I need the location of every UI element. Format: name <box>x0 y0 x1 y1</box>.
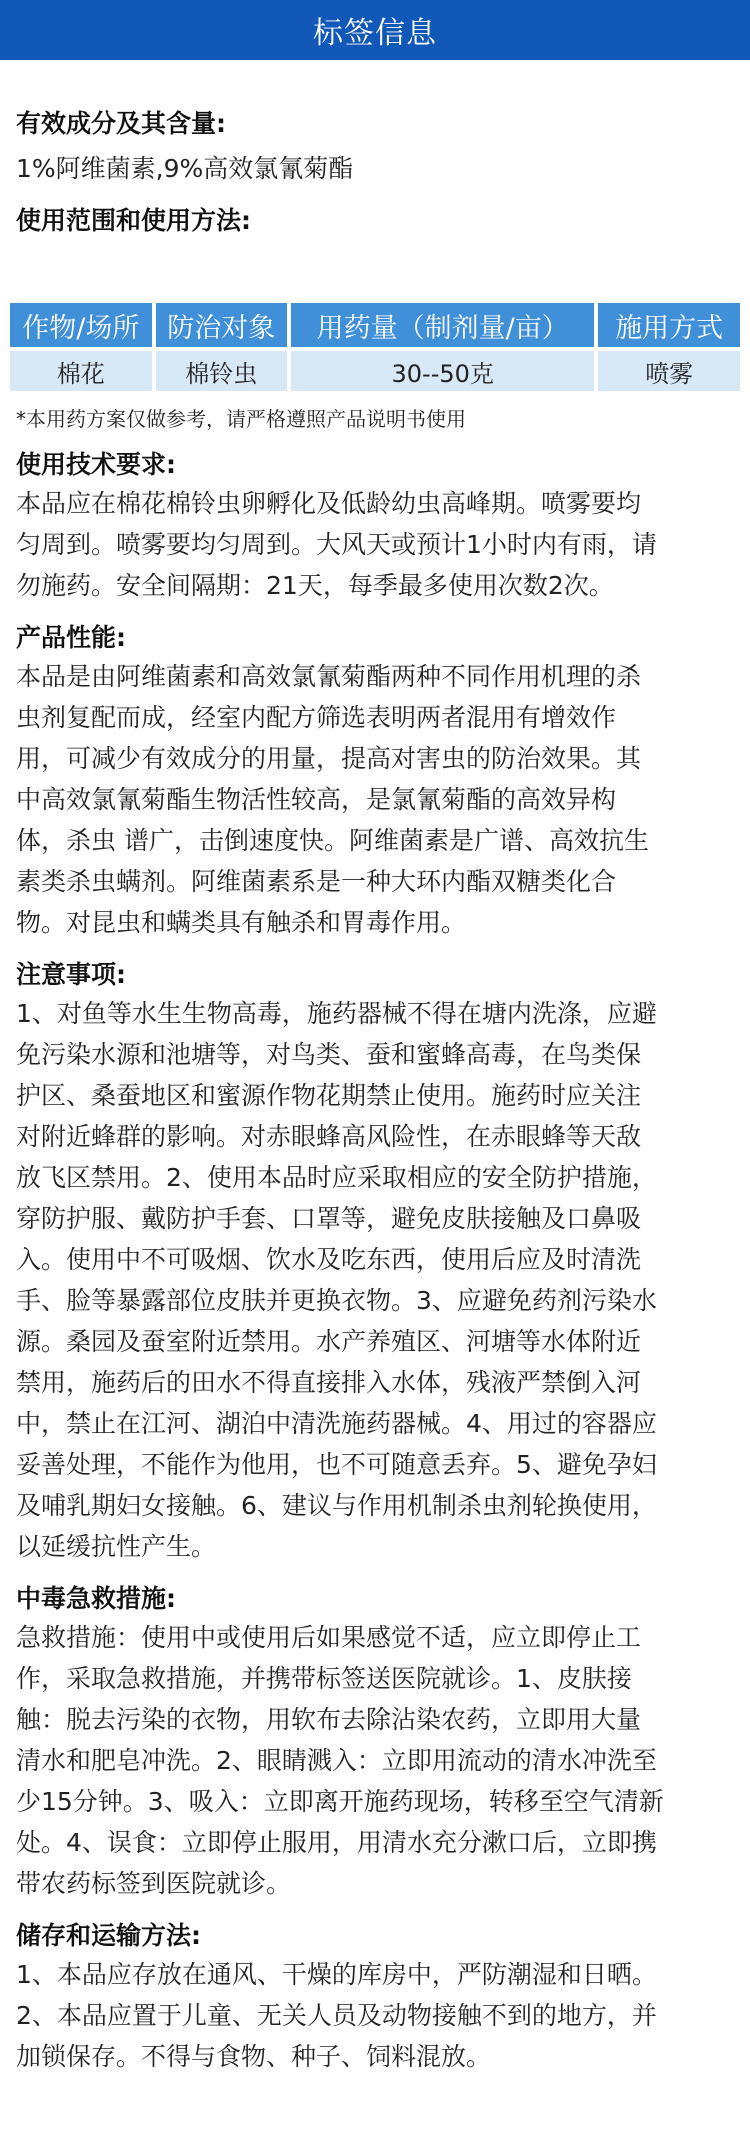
firstaid-line: 触：脱去污染的衣物，用软布去除沾染农药，立即用大量 <box>16 1705 642 1734</box>
performance-line: 素类杀虫螨剂。阿维菌素系是一种大环内酯双糖类化合 <box>16 867 617 896</box>
precautions-line: 源。桑园及蚕室附近禁用。水产养殖区、河塘等水体附近 <box>16 1327 642 1356</box>
precautions-title: 注意事项: <box>16 960 126 989</box>
table-header-target: 防治对象 <box>156 303 287 347</box>
precautions-line: 1、对鱼等水生生物高毒，施药器械不得在塘内洗涤，应避 <box>16 999 657 1028</box>
precautions-line: 护区、桑蚕地区和蜜源作物花期禁止使用。施药时应关注 <box>16 1081 642 1110</box>
tech-title: 使用技术要求: <box>16 450 176 479</box>
performance-line: 虫剂复配而成，经室内配方筛选表明两者混用有增效作 <box>16 703 617 732</box>
performance-line: 体，杀虫 谱广，击倒速度快。阿维菌素是广谱、高效抗生 <box>16 826 649 855</box>
performance-line: 中高效氯氰菊酯生物活性较高，是氯氰菊酯的高效异构 <box>16 785 617 814</box>
usage-title: 使用范围和使用方法: <box>16 206 251 235</box>
table-cell-dosage: 30--50克 <box>291 351 594 391</box>
firstaid-section <box>16 1581 734 1904</box>
usage-note: *本用药方案仅做参考，请严格遵照产品说明书使用 <box>16 407 466 431</box>
usage-section <box>16 203 734 433</box>
table-header-method: 施用方式 <box>598 303 740 347</box>
firstaid-line: 清水和肥皂冲洗。2、眼睛溅入：立即用流动的清水冲洗至 <box>16 1746 657 1775</box>
table-cell-crop: 棉花 <box>10 351 152 391</box>
firstaid-title: 中毒急救措施: <box>16 1584 176 1613</box>
table-cell-target: 棉铃虫 <box>156 351 287 391</box>
table-header-row <box>10 303 740 347</box>
ingredients-title: 有效成分及其含量: <box>16 109 226 138</box>
ingredients-section <box>16 106 734 189</box>
storage-line: 1、本品应存放在通风、干燥的库房中，严防潮湿和日晒。 <box>16 1960 657 1989</box>
storage-section <box>16 1918 734 2077</box>
table-header-crop: 作物/场所 <box>10 303 152 347</box>
table-header-dosage: 用药量（制剂量/亩） <box>291 303 594 347</box>
storage-line: 2、本品应置于儿童、无关人员及动物接触不到的地方，并 <box>16 2001 657 2030</box>
ingredients-text: 1%阿维菌素,9%高效氯氰菊酯 <box>16 154 354 183</box>
tech-line: 勿施药。安全间隔期：21天，每季最多使用次数2次。 <box>16 571 614 600</box>
tech-line: 本品应在棉花棉铃虫卵孵化及低龄幼虫高峰期。喷雾要均 <box>16 489 642 518</box>
page-title: 标签信息 <box>313 16 437 51</box>
label-content <box>0 106 750 2077</box>
precautions-line: 妥善处理，不能作为他用，也不可随意丢弃。5、避免孕妇 <box>16 1450 657 1479</box>
firstaid-line: 少15分钟。3、吸入：立即离开施药现场，转移至空气清新 <box>16 1787 664 1816</box>
performance-section <box>16 620 734 943</box>
firstaid-line: 带农药标签到医院就诊。 <box>16 1869 292 1898</box>
precautions-line: 对附近蜂群的影响。对赤眼蜂高风险性，在赤眼蜂等天敌 <box>16 1122 642 1151</box>
firstaid-line: 急救措施：使用中或使用后如果感觉不适，应立即停止工 <box>16 1623 642 1652</box>
precautions-section <box>16 957 734 1567</box>
precautions-line: 穿防护服、戴防护手套、口罩等，避免皮肤接触及口鼻吸 <box>16 1204 642 1233</box>
precautions-line: 入。使用中不可吸烟、饮水及吃东西，使用后应及时清洗 <box>16 1245 642 1274</box>
table-cell-method: 喷雾 <box>598 351 740 391</box>
precautions-line: 免污染水源和池塘等，对鸟类、蚕和蜜蜂高毒，在鸟类保 <box>16 1040 642 1069</box>
precautions-line: 放飞区禁用。2、使用本品时应采取相应的安全防护措施， <box>16 1163 657 1192</box>
performance-title: 产品性能: <box>16 623 126 652</box>
precautions-line: 手、脸等暴露部位皮肤并更换衣物。3、应避免药剂污染水 <box>16 1286 657 1315</box>
precautions-line: 以延缓抗性产生。 <box>16 1532 217 1561</box>
performance-line: 本品是由阿维菌素和高效氯氰菊酯两种不同作用机理的杀 <box>16 662 642 691</box>
usage-table <box>6 299 744 395</box>
storage-line: 加锁保存。不得与食物、种子、饲料混放。 <box>16 2042 492 2071</box>
usage-table-wrap <box>16 299 734 433</box>
firstaid-line: 处。4、误食：立即停止服用，用清水充分漱口后，立即携 <box>16 1828 657 1857</box>
precautions-line: 及哺乳期妇女接触。6、建议与作用机制杀虫剂轮换使用， <box>16 1491 657 1520</box>
storage-title: 储存和运输方法: <box>16 1921 201 1950</box>
precautions-line: 禁用，施药后的田水不得直接排入水体，残液严禁倒入河 <box>16 1368 642 1397</box>
tech-section <box>16 447 734 606</box>
firstaid-line: 作，采取急救措施，并携带标签送医院就诊。1、皮肤接 <box>16 1664 632 1693</box>
tech-line: 匀周到。喷雾要均匀周到。大风天或预计1小时内有雨，请 <box>16 530 657 559</box>
page-header <box>0 0 750 60</box>
performance-line: 用，可减少有效成分的用量，提高对害虫的防治效果。其 <box>16 744 642 773</box>
table-row <box>10 351 740 391</box>
precautions-line: 中，禁止在江河、湖泊中清洗施药器械。4、用过的容器应 <box>16 1409 657 1438</box>
performance-line: 物。对昆虫和螨类具有触杀和胃毒作用。 <box>16 908 467 937</box>
